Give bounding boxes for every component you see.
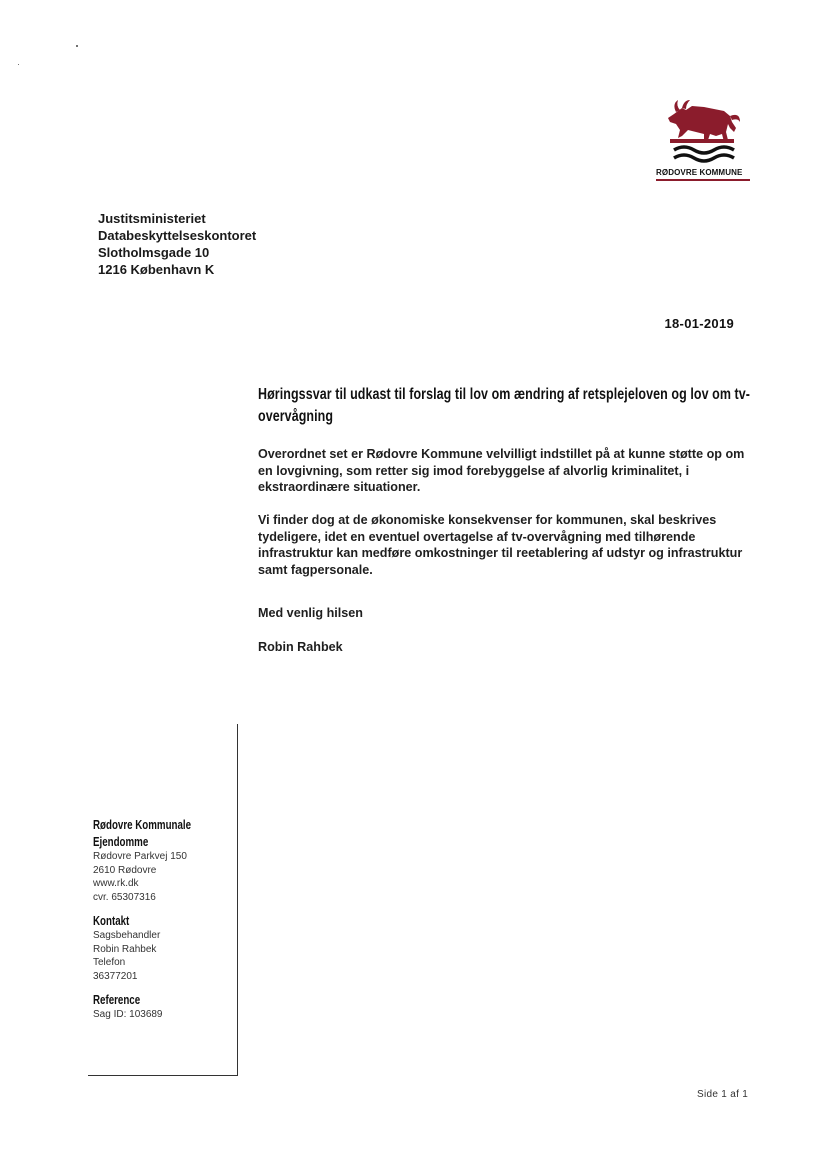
sender-website: www.rk.dk [93,878,139,889]
letter-heading: Høringssvar til udkast til forslag til lov om ændring af retsplejeloven og lov om tv-overvågning [258,386,751,425]
body-paragraph: Overordnet set er Rødovre Kommune velvilligt indstillet på at kunne støtte op om en lovgivning, som retter sig imod forebyggelse af alvorlig kriminalitet, i ekstraordinære situationer. [258,447,745,494]
sender-org-line: 2610 Rødovre [93,864,157,876]
letter-date: 18-01-2019 [664,316,734,331]
recipient-line: Slotholmsgade 10 [98,245,210,260]
contact-line: Robin Rahbek [93,943,157,955]
body-paragraph: Vi finder dog at de økonomiske konsekvenser for kommunen, skal beskrives tydeligere, idet en eventuel overtagelse af tv-overvågning med tilhørende infrastruktur kan medføre omkostninger til reetablering af udstyr og infrastruktur samt fagpersonale. [258,513,743,577]
sender-org-block [93,816,238,904]
sender-org-name: Rødovre Kommunale Ejendomme [93,817,192,849]
recipient-address [98,210,256,278]
recipient-line: Databeskyttelseskontoret [98,228,257,243]
page-number: Side 1 af 1 [697,1089,749,1100]
reference-block [93,991,238,1022]
sidebar-divider-horizontal [88,1075,238,1076]
contact-heading: Kontakt [93,913,130,928]
sender-org-line: Rødovre Parkvej 150 [93,851,187,862]
contact-block [93,912,238,983]
recipient-line: 1216 København K [98,262,215,277]
closing-greeting: Med venlig hilsen [258,606,363,620]
reference-line: Sag ID: 103689 [93,1009,163,1020]
contact-phone: 36377201 [93,970,138,982]
scan-speck [18,64,19,65]
logo-underline [656,179,750,181]
reference-heading: Reference [93,992,141,1007]
sender-cvr: cvr. 65307316 [93,891,156,903]
recipient-line: Justitsministeriet [98,211,206,226]
logo-wordmark: RØDOVRE KOMMUNE [656,168,743,177]
contact-line: Sagsbehandler [93,930,161,941]
scan-speck [76,45,78,47]
signer-name: Robin Rahbek [258,640,343,654]
sender-info-panel [93,816,238,1030]
contact-line: Telefon [93,957,126,968]
